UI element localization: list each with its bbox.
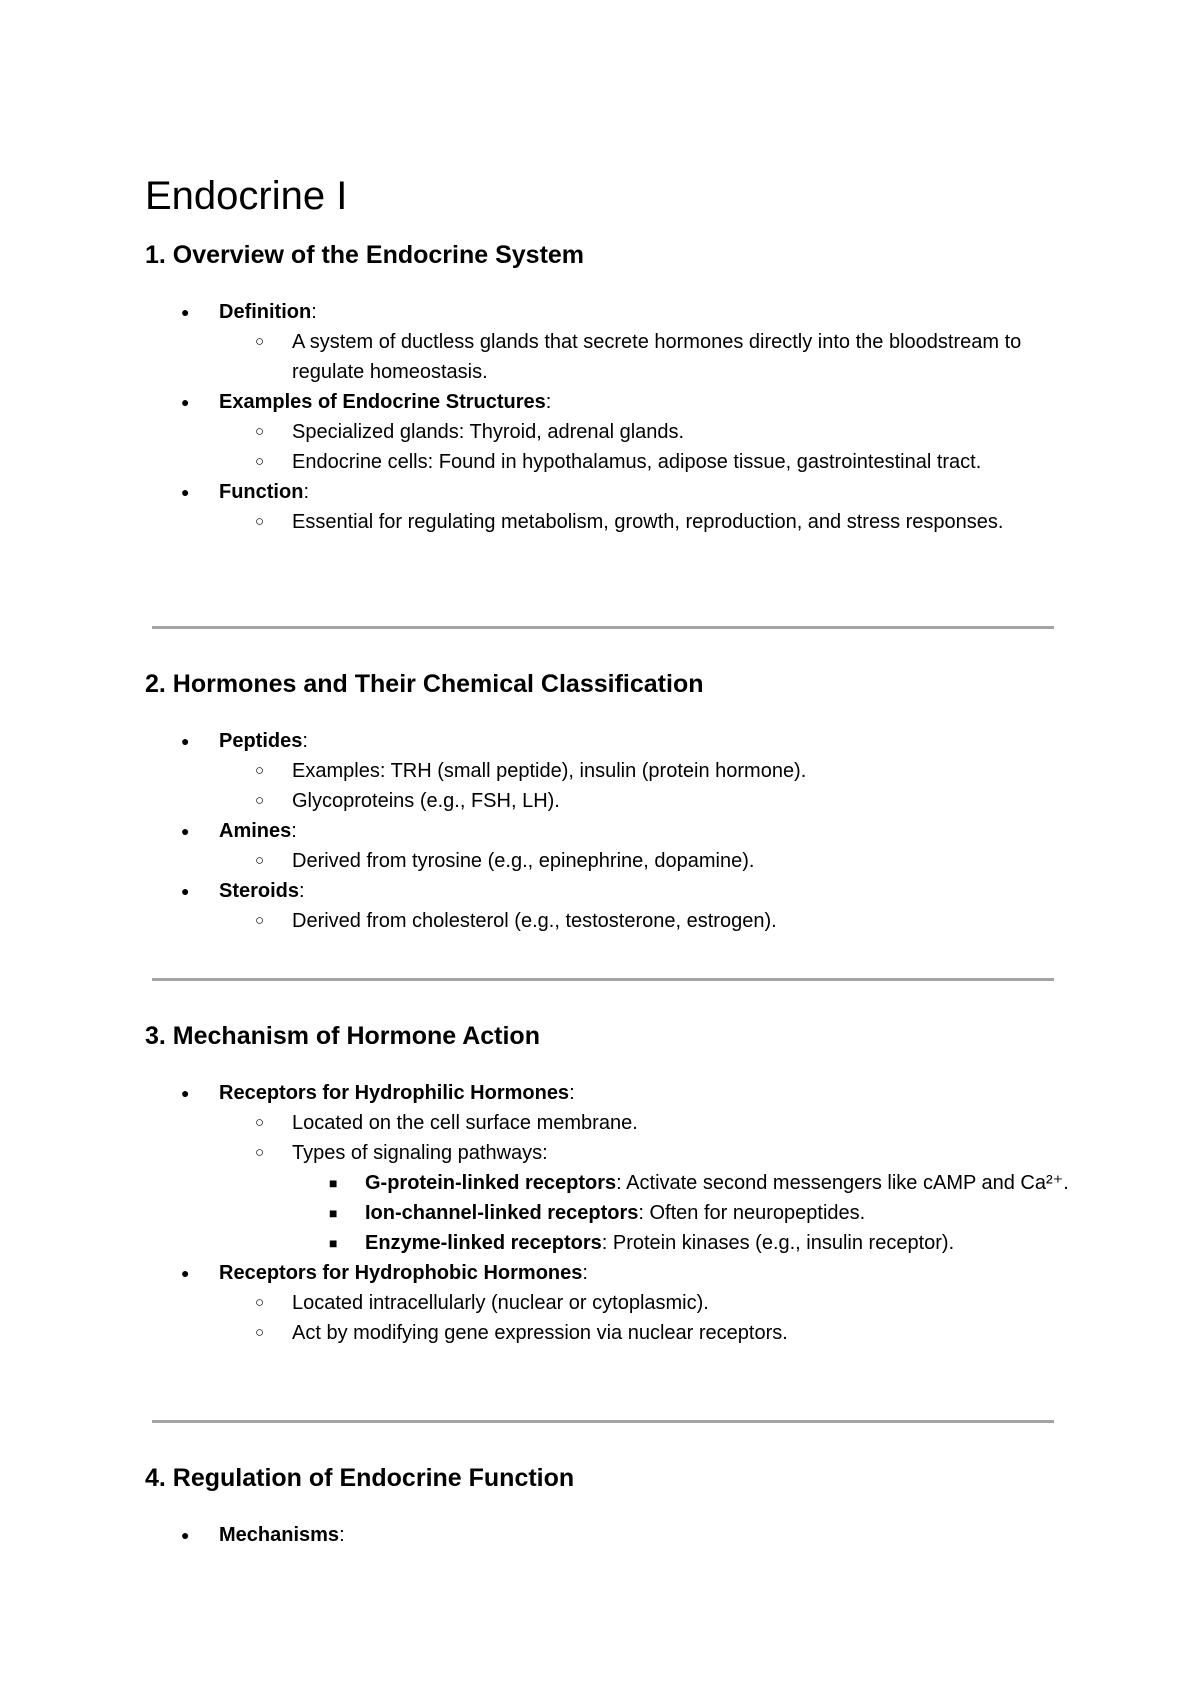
section-regulation	[145, 1462, 1075, 1550]
section-heading: 3. Mechanism of Hormone Action	[145, 1022, 540, 1050]
document-title: Endocrine I	[145, 174, 348, 218]
bullet-list	[145, 1520, 1075, 1550]
sub-list	[219, 327, 1075, 387]
list-item: ● Peptides: ○ Examples: TRH (small peptide), insulin (protein hormone). ○ Glycoproteins (e.g., FSH, LH).	[145, 726, 1075, 816]
section-heading: 2. Hormones and Their Chemical Classification	[145, 670, 704, 698]
sub-list	[219, 1288, 1075, 1348]
section-hormone-action	[145, 1020, 1075, 1348]
sub-sub-list-item: ■ G-protein-linked receptors: Activate second messengers like cAMP and Ca²⁺.	[292, 1168, 1075, 1198]
list-item: ● Receptors for Hydrophilic Hormones: ○ Located on the cell surface membrane. ○ Types of signaling pathways: ■ G-protein-linked receptors: Activate second messengers like cAMP and Ca²⁺. ■ Ion-channel-linked receptors: Often for neuropeptides. ■ Enzyme-linked receptors: Protein kinases (e.g., insulin receptor).	[145, 1078, 1075, 1258]
section-divider	[152, 978, 1054, 981]
sub-list	[219, 846, 1075, 876]
section-overview	[145, 239, 1075, 537]
sub-sub-list	[292, 1168, 1075, 1258]
sub-list-item: ○ Specialized glands: Thyroid, adrenal glands.	[219, 417, 1075, 447]
item-label: Mechanisms	[219, 1524, 340, 1546]
list-item: ● Steroids: ○ Derived from cholesterol (e.g., testosterone, estrogen).	[145, 876, 1075, 936]
list-item: ● Receptors for Hydrophobic Hormones: ○ Located intracellularly (nuclear or cytoplasmic). ○ Act by modifying gene expression via nuclear receptors.	[145, 1258, 1075, 1348]
item-label: Function	[219, 481, 304, 503]
sub-list-item: ○ Types of signaling pathways: ■ G-protein-linked receptors: Activate second messengers like cAMP and Ca²⁺. ■ Ion-channel-linked receptors: Often for neuropeptides. ■ Enzyme-linked receptors: Protein kinases (e.g., insulin receptor).	[219, 1138, 1075, 1258]
sub-list-item: ○ Endocrine cells: Found in hypothalamus, adipose tissue, gastrointestinal tract.	[219, 447, 1075, 477]
section-heading: 4. Regulation of Endocrine Function	[145, 1464, 575, 1492]
sub-list	[219, 417, 1075, 477]
sub-list-item: ○ Derived from tyrosine (e.g., epinephrine, dopamine).	[219, 846, 1075, 876]
sub-list-item: ○ Essential for regulating metabolism, growth, reproduction, and stress responses.	[219, 507, 1075, 537]
section-divider	[152, 1420, 1054, 1423]
sub-list-item: ○ Act by modifying gene expression via nuclear receptors.	[219, 1318, 1075, 1348]
sub-list-item: ○ A system of ductless glands that secrete hormones directly into the bloodstream to regulate homeostasis.	[219, 327, 1075, 387]
sub-list-item: ○ Located intracellularly (nuclear or cytoplasmic).	[219, 1288, 1075, 1318]
section-hormone-classification	[145, 668, 1075, 936]
section-divider	[152, 626, 1054, 629]
item-label: Definition	[219, 301, 312, 323]
sub-list	[219, 756, 1075, 816]
bullet-list	[145, 726, 1075, 936]
section-heading: 1. Overview of the Endocrine System	[145, 241, 585, 269]
sub-list	[219, 1108, 1075, 1258]
sub-sub-list-item: ■ Enzyme-linked receptors: Protein kinases (e.g., insulin receptor).	[292, 1228, 1075, 1258]
bullet-list	[145, 1078, 1075, 1348]
sub-list	[219, 507, 1075, 537]
list-item: ● Examples of Endocrine Structures: ○ Specialized glands: Thyroid, adrenal glands. ○ Endocrine cells: Found in hypothalamus, adipose tissue, gastrointestinal tract.	[145, 387, 1075, 477]
sub-list-item: ○ Examples: TRH (small peptide), insulin (protein hormone).	[219, 756, 1075, 786]
sub-list-item: ○ Derived from cholesterol (e.g., testosterone, estrogen).	[219, 906, 1075, 936]
item-label: Receptors for Hydrophobic Hormones	[219, 1262, 583, 1284]
list-item: ● Definition: ○ A system of ductless glands that secrete hormones directly into the bloodstream to regulate homeostasis.	[145, 297, 1075, 387]
item-label: Peptides	[219, 730, 303, 752]
item-label: Examples of Endocrine Structures	[219, 391, 546, 413]
list-item: ● Function: ○ Essential for regulating metabolism, growth, reproduction, and stress responses.	[145, 477, 1075, 537]
item-label: Steroids	[219, 880, 300, 902]
sub-list	[219, 906, 1075, 936]
bullet-list	[145, 297, 1075, 537]
sub-list-item: ○ Glycoproteins (e.g., FSH, LH).	[219, 786, 1075, 816]
sub-sub-list-item: ■ Ion-channel-linked receptors: Often for neuropeptides.	[292, 1198, 1075, 1228]
sub-list-item: ○ Located on the cell surface membrane.	[219, 1108, 1075, 1138]
item-label: Receptors for Hydrophilic Hormones	[219, 1082, 570, 1104]
list-item: ● Amines: ○ Derived from tyrosine (e.g., epinephrine, dopamine).	[145, 816, 1075, 876]
list-item: ● Mechanisms:	[145, 1520, 1075, 1550]
item-label: Amines	[219, 820, 292, 842]
